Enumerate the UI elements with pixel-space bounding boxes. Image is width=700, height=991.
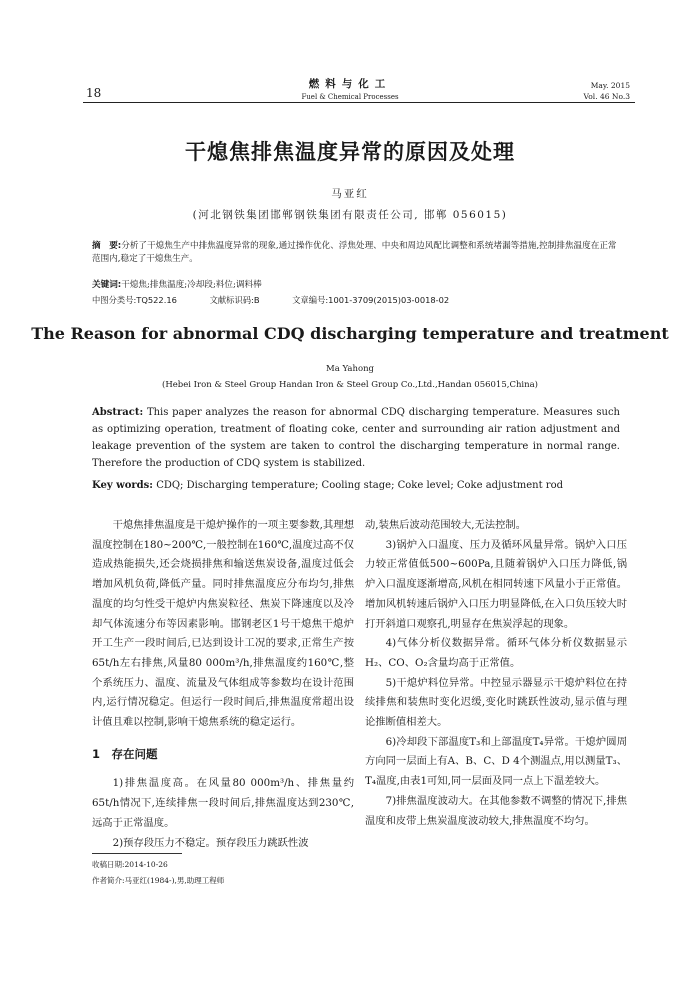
body-column-right [365, 516, 627, 831]
keywords-cn-label: 关键词: [92, 280, 122, 290]
body-column-left [92, 516, 354, 853]
article-title-en: The Reason for abnormal CDQ discharging temperature and treatment [31, 324, 669, 343]
journal-title-cn: 燃料与化工 [308, 78, 392, 90]
body-paragraph: 4)气体分析仪数据异常。循环气体分析仪数据显示H₂、CO、O₂含量均高于正常值。 [365, 637, 627, 669]
article-number: 文章编号:1001-3709(2015)03-0018-02 [292, 295, 450, 305]
section-heading: 1 存在问题 [92, 746, 158, 761]
keywords-en-text: CDQ; Discharging temperature; Cooling stage; Coke level; Coke adjustment rod [156, 480, 564, 491]
abstract-cn-text: 分析了干熄焦生产中排焦温度异常的现象,通过操作优化、浮焦处理、中央和周边风配比调整和系统堵漏等措施,控制排焦温度在正常范围内,稳定了干熄焦生产。 [92, 241, 617, 264]
body-paragraph: 干熄焦排焦温度是干熄炉操作的一项主要参数,其理想温度控制在180~200℃,一般控制在160℃,温度过高不仅造成热能损失,还会烧损排焦和输送焦炭设备,温度过低会增加风机负荷,降低产量。同时排焦温度应分布均匀,排焦温度的均匀性受干熄炉内焦炭粒径、焦炭下降速度以及冷却气体流速分布等因素影响。邯钢老区1号干熄焦干熄炉开工生产一段时间后,已达到设计工况的要求,正常生产按65t/h左右排焦,风量80 000m³/h,排焦温度约160℃,整个系统压力、温度、流量及气体组成等参数均在设计范围内,运行情况稳定。但运行一段时间后,排焦温度常超出设计值且难以控制,影响干熄焦系统的稳定运行。 [92, 519, 354, 729]
abstract-en-label: Abstract: [92, 407, 144, 418]
author-cn: 马亚红 [331, 188, 369, 200]
body-paragraph: 1)排焦温度高。在风量80 000m³/h、排焦量约65t/h情况下,连续排焦一段时间后,排焦温度达到230℃,远高于正常温度。 [92, 777, 354, 829]
affiliation-cn: (河北钢铁集团邯郸钢铁集团有限责任公司, 邯郸 056015) [192, 209, 508, 221]
body-paragraph: 5)干熄炉料位异常。中控显示器显示干熄炉料位在持续排焦和装焦时变化迟缓,变化时跳跃性波动,显示值与理论推断值相差大。 [365, 676, 627, 729]
keywords-cn [92, 278, 262, 290]
footnote-rule [92, 853, 182, 854]
keywords-en [92, 480, 563, 491]
classification-line [92, 294, 449, 306]
issue-date: May. 2015 [590, 81, 630, 90]
clc-number: 中图分类号:TQ522.16 [92, 295, 177, 305]
author-en: Ma Yahong [326, 364, 374, 374]
journal-title-en: Fuel & Chemical Processes [301, 93, 399, 101]
document-code: 文献标识码:B [209, 295, 260, 305]
keywords-en-label: Key words: [92, 480, 153, 491]
body-paragraph-continued: 动,装焦后波动范围较大,无法控制。 [365, 519, 526, 531]
abstract-cn-label: 摘 要: [92, 241, 122, 251]
footnote [92, 857, 224, 889]
page-number: 18 [86, 86, 102, 100]
author-bio: 作者简介:马亚红(1984-),男,助理工程师 [92, 876, 225, 885]
abstract-en-text: This paper analyzes the reason for abnormal CDQ discharging temperature. Measures such as optimizing operation, treatment of floating coke, center and surrounding air ration adjustment and leakage prevention of the system are taken to control the discharging temperature in normal range. Therefore the production of CDQ system is stabilized. [92, 407, 620, 469]
body-paragraph: 2)预存段压力不稳定。预存段压力跳跃性波 [112, 836, 309, 849]
abstract-cn [92, 240, 620, 266]
issue-info [584, 80, 630, 102]
header-rule [83, 102, 635, 103]
body-paragraph: 3)锅炉入口温度、压力及循环风量异常。锅炉入口压力较正常值低500~600Pa,且随着锅炉入口压力降低,锅炉入口温度逐渐增高,风机在相同转速下风量小于正常值。增加风机转速后锅炉入口压力明显降低,在入口负压较大时打开斜道口观察孔,明显存在焦炭浮起的现象。 [365, 538, 627, 630]
issue-volume: Vol. 46 No.3 [583, 92, 630, 101]
received-date: 收稿日期:2014-10-26 [92, 860, 168, 869]
abstract-en [92, 404, 620, 472]
body-paragraph: 7)排焦温度波动大。在其他参数不调整的情况下,排焦温度和皮带上焦炭温度波动较大,排焦温度不均匀。 [365, 794, 627, 827]
affiliation-en: (Hebei Iron & Steel Group Handan Iron & Steel Group Co.,Ltd.,Handan 056015,China) [162, 380, 538, 390]
body-paragraph: 6)冷却段下部温度T₃和上部温度T₄异常。干熄炉圆周方向同一层面上有A、B、C、D 4个测温点,用以测量T₃、T₄温度,由表1可知,同一层面及同一点上下温差较大。 [365, 735, 627, 788]
article-title-cn: 干熄焦排焦温度异常的原因及处理 [185, 140, 515, 164]
keywords-cn-text: 干熄焦;排焦温度;冷却段;料位;调料棒 [121, 280, 262, 290]
